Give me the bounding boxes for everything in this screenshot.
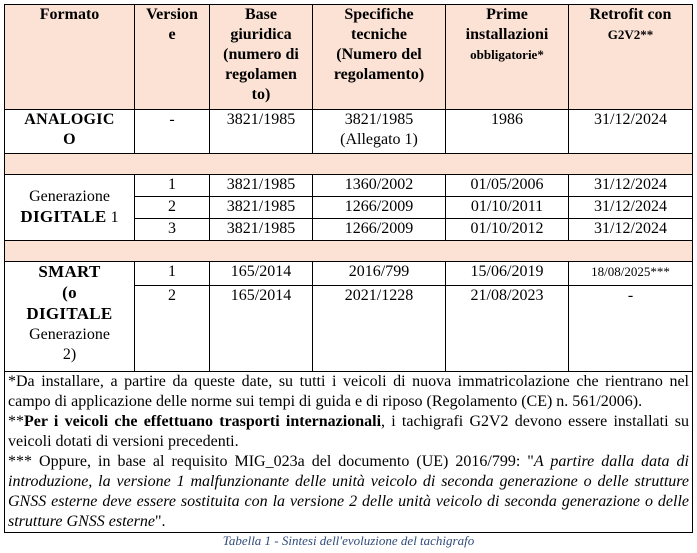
header-prime-installazioni: Prime installazioni obbligatorie* (446, 5, 569, 110)
cell-digitale-spec: 1360/2002 (313, 175, 446, 197)
cell-smart-version: 2 (135, 286, 210, 372)
cell-smart-version: 1 (135, 262, 210, 286)
cell-digitale-spec: 1266/2009 (313, 197, 446, 219)
cell-digitale-format: Generazione DIGITALE 1 (5, 175, 135, 241)
row-smart-1 (5, 262, 693, 286)
header-row (5, 5, 693, 110)
cell-smart-format: SMART (o DIGITALE Generazione 2) (5, 262, 135, 372)
tachograph-table (4, 4, 693, 533)
cell-digitale-prime: 01/05/2006 (446, 175, 569, 197)
header-base-giuridica: Base giuridica (numero di regolamen to) (210, 5, 313, 110)
header-retrofit: Retrofit con G2V2** (569, 5, 693, 110)
cell-digitale-prime: 01/10/2012 (446, 219, 569, 241)
footnotes (5, 372, 693, 533)
cell-digitale-version: 2 (135, 197, 210, 219)
cell-smart-prime: 21/08/2023 (446, 286, 569, 372)
cell-smart-spec: 2021/1228 (313, 286, 446, 372)
footnote-1: *Da installare, a partire da queste date, su tutti i veicoli di nuova immatricolazione che rientrano nel campo di applicazione delle norme sui tempi di guida e di riposo (Regolamento (CE) n. 561/2006). (8, 373, 689, 410)
cell-smart-retrofit: 18/08/2025*** (569, 262, 693, 286)
cell-analogico-spec: 3821/1985 (Allegato 1) (313, 110, 446, 154)
cell-analogico-prime: 1986 (446, 110, 569, 154)
cell-digitale-version: 1 (135, 175, 210, 197)
row-digitale-1 (5, 175, 693, 197)
cell-digitale-base: 3821/1985 (210, 197, 313, 219)
cell-smart-spec: 2016/799 (313, 262, 446, 286)
table-caption: Tabella 1 - Sintesi dell'evoluzione del tachigrafo (222, 533, 475, 548)
row-analogico (5, 110, 693, 154)
footnote-3: *** Oppure, in base al requisito MIG_023a del documento (UE) 2016/799: "A partire dalla data di introduzione, la versione 1 malfunzionante delle unità veicolo di seconda generazione o delle strutture GNSS esterne deve essere sostituita con la versione 2 delle unità veicolo di seconda generazione o delle strutture GNSS esterne". (8, 453, 690, 530)
cell-digitale-base: 3821/1985 (210, 219, 313, 241)
header-formato: Formato (5, 5, 135, 110)
cell-digitale-version: 3 (135, 219, 210, 241)
cell-digitale-base: 3821/1985 (210, 175, 313, 197)
cell-digitale-spec: 1266/2009 (313, 219, 446, 241)
cell-digitale-retrofit: 31/12/2024 (569, 175, 693, 197)
header-specifiche: Specifiche tecniche (Numero del regolamento) (313, 5, 446, 110)
cell-smart-retrofit: - (569, 286, 693, 372)
footnote-2: **Per i veicoli che effettuano trasporti internazionali, i tachigrafi G2V2 devono essere installati su veicoli dotati di versioni precedenti. (8, 413, 689, 450)
separator-row (5, 154, 693, 175)
cell-smart-prime: 15/06/2019 (446, 262, 569, 286)
cell-analogico-format: ANALOGIC O (5, 110, 135, 154)
notes-row (5, 372, 693, 533)
cell-digitale-retrofit: 31/12/2024 (569, 219, 693, 241)
cell-analogico-retrofit: 31/12/2024 (569, 110, 693, 154)
cell-smart-base: 165/2014 (210, 262, 313, 286)
separator-row (5, 241, 693, 262)
cell-digitale-retrofit: 31/12/2024 (569, 197, 693, 219)
cell-digitale-prime: 01/10/2011 (446, 197, 569, 219)
cell-analogico-base: 3821/1985 (210, 110, 313, 154)
header-versione: Version e (135, 5, 210, 110)
cell-smart-base: 165/2014 (210, 286, 313, 372)
cell-analogico-version: - (135, 110, 210, 154)
